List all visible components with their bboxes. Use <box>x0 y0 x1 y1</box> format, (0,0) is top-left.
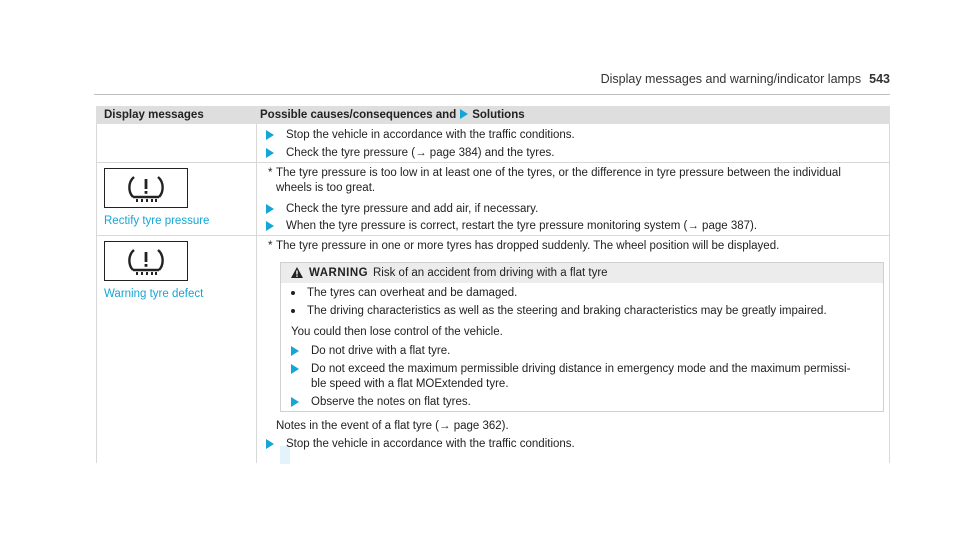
tyre-pressure-warning-icon <box>104 241 188 281</box>
arrow-right-icon <box>266 204 274 214</box>
col-display-messages: Display messages <box>104 109 204 121</box>
table-border-middle <box>256 124 257 463</box>
header-rule <box>94 94 890 95</box>
table-border-left <box>96 124 97 463</box>
arrow-right-icon <box>291 346 299 356</box>
messages-table <box>96 106 890 450</box>
arrow-right-icon <box>266 439 274 449</box>
warning-header <box>281 263 883 283</box>
step-observe-notes <box>311 395 471 410</box>
arrow-right-icon <box>266 221 274 231</box>
warning-box <box>280 262 884 412</box>
step-add-air <box>286 202 538 217</box>
step-text: When the tyre pressure is correct, restart the tyre pressure monitoring system (→ page 387). <box>286 220 758 232</box>
bullet-text: The driving characteristics as well as the steering and braking characteristics may be greatly impaired. <box>307 305 827 317</box>
step-restart-monitoring <box>286 219 757 234</box>
asterisk-marker: * <box>268 240 273 252</box>
page-number: 543 <box>869 72 890 86</box>
tyre-pressure-warning-icon <box>104 168 188 208</box>
step-text: Stop the vehicle in accordance with the traffic conditions. <box>286 129 575 141</box>
page-header <box>601 72 890 86</box>
step-text: Stop the vehicle in accordance with the traffic conditions. <box>286 438 575 450</box>
step-text: Check the tyre pressure (→ page 384) and the tyres. <box>286 147 555 159</box>
step-stop-vehicle <box>286 128 575 143</box>
step-max-distance <box>311 362 850 377</box>
arrow-right-icon <box>291 364 299 374</box>
arrow-right-icon <box>460 109 468 119</box>
step-stop-vehicle-final <box>286 437 575 452</box>
warning-title: WARNING <box>309 267 369 279</box>
lamp-label-warning-tyre-defect: Warning tyre defect <box>104 288 204 300</box>
step-check-tyre-pressure <box>286 146 554 161</box>
cause-text-line1: The tyre pressure is too low in at least one of the tyres, or the difference in tyre pressure between the individual <box>276 167 841 179</box>
lamp-label-rectify-tyre-pressure: Rectify tyre pressure <box>104 215 210 227</box>
warning-text: You could then lose control of the vehicle. <box>291 326 503 338</box>
arrow-right-icon <box>266 130 274 140</box>
cause-text-line2: wheels is too great. <box>276 182 376 194</box>
warning-triangle-icon <box>291 267 303 278</box>
bullet-text: The tyres can overheat and be damaged. <box>307 287 518 299</box>
cause-text: The tyre pressure in one or more tyres has dropped suddenly. The wheel position will be displayed. <box>276 240 780 252</box>
notes-text: Notes in the event of a flat tyre (→ page 362). <box>276 420 509 432</box>
row-divider <box>96 235 890 236</box>
col-solutions-label: Solutions <box>472 109 525 121</box>
table-header <box>96 106 890 124</box>
arrow-right-icon <box>266 148 274 158</box>
warning-description: Risk of an accident from driving with a flat tyre <box>373 267 608 279</box>
col-causes-solutions <box>260 108 525 123</box>
arrow-right-icon <box>291 397 299 407</box>
step-text: Check the tyre pressure and add air, if necessary. <box>286 203 539 215</box>
col-causes-label: Possible causes/consequences and <box>260 109 457 121</box>
step-text: Do not drive with a flat tyre. <box>311 345 451 357</box>
table-border-right <box>889 124 890 463</box>
header-title: Display messages and warning/indicator lamps <box>600 72 862 86</box>
step-text: Observe the notes on flat tyres. <box>311 396 471 408</box>
step-text: Do not exceed the maximum permissible driving distance in emergency mode and the maximum permissi- <box>311 363 851 375</box>
step-text-continued: ble speed with a flat MOExtended tyre. <box>311 378 509 390</box>
row-divider <box>96 162 890 163</box>
asterisk-marker: * <box>268 167 273 179</box>
step-no-flat-tyre <box>311 344 450 359</box>
